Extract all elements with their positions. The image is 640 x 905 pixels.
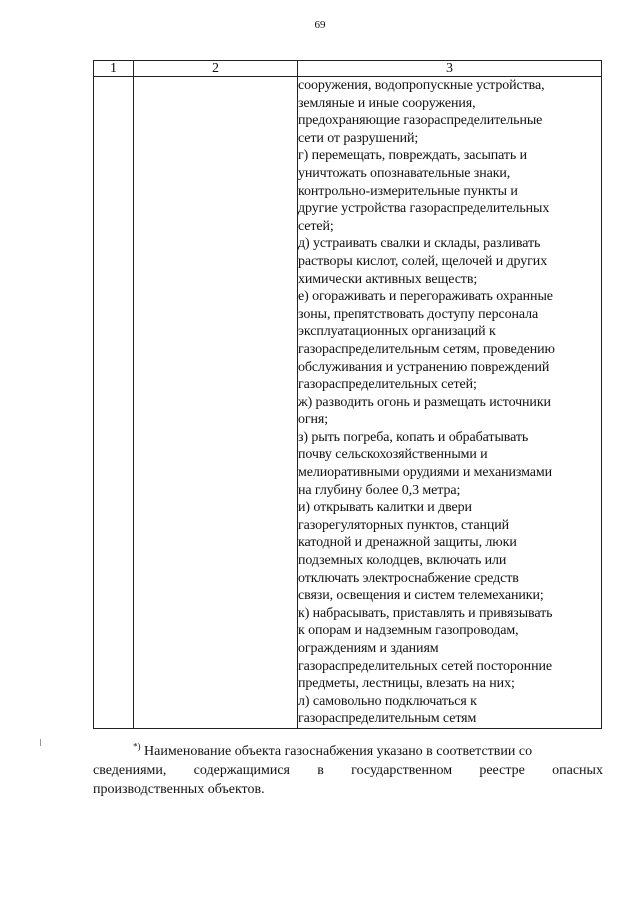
footnote-word: содержащимися: [193, 763, 290, 778]
text-line: другие устройства газораспределительных: [298, 201, 550, 217]
text-line: г) перемещать, повреждать, засыпать и: [298, 148, 528, 164]
text-line: катодной и дренажной защиты, люки: [298, 535, 517, 551]
text-line: контрольно-измерительные пункты и: [298, 183, 518, 199]
table-cell-col3: [298, 77, 602, 729]
text-line: уничтожать опознавательные знаки,: [298, 165, 511, 181]
text-line: отключать электроснабжение средств: [298, 570, 519, 586]
footnote-line-1: [93, 742, 603, 761]
footnote-text-1: Наименование объекта газоснабжения указано в соответствии со: [144, 744, 533, 759]
text-line: обслуживания и устранению повреждений: [298, 359, 550, 375]
footnote-word: государственном: [351, 763, 453, 778]
column-header-1: 1: [94, 61, 134, 77]
footnote-word: опасных: [552, 763, 603, 778]
text-line: земляные и иные сооружения,: [298, 95, 476, 111]
text-line: огня;: [298, 412, 329, 428]
text-line: мелиоративными орудиями и механизмами: [298, 465, 553, 481]
text-line: сети от разрушений;: [298, 130, 419, 146]
text-line: з) рыть погреба, копать и обрабатывать: [298, 429, 529, 445]
text-line: почву сельскохозяйственными и: [298, 447, 488, 463]
table-header-row: [94, 61, 602, 77]
text-line: химически активных веществ;: [298, 271, 478, 287]
text-line: газораспределительных сетей посторонние: [298, 658, 552, 674]
text-line: на глубину более 0,3 метра;: [298, 482, 461, 498]
column-header-3: 3: [298, 61, 602, 77]
footnote-word: реестре: [479, 763, 525, 778]
footnote-line-3: производственных объектов.: [93, 782, 265, 797]
page-number: 69: [314, 19, 326, 31]
table-cell-col1: [94, 77, 134, 729]
text-line: подземных колодцев, включать или: [298, 553, 507, 569]
table-cell-col2: [134, 77, 298, 729]
text-line: и) открывать калитки и двери: [298, 500, 472, 516]
document-table: [93, 60, 602, 729]
text-line: л) самовольно подключаться к: [298, 693, 477, 709]
text-line: сооружения, водопропускные устройства,: [298, 78, 545, 93]
text-line: к опорам и надземным газопроводам,: [298, 623, 519, 639]
text-line: к) набрасывать, приставлять и привязывать: [298, 605, 553, 621]
text-line: предметы, лестницы, влезать на них;: [298, 676, 515, 692]
footnote: [93, 742, 603, 799]
table-row: [94, 77, 602, 729]
text-line: эксплуатационных организаций к: [298, 324, 496, 340]
text-line: растворы кислот, солей, щелочей и других: [298, 253, 548, 269]
text-line: зоны, препятствовать доступу персонала: [298, 306, 539, 322]
column-header-2: 2: [134, 61, 298, 77]
text-line: предохраняющие газораспределительные: [298, 113, 543, 129]
text-line: сетей;: [298, 218, 334, 234]
footnote-marker: *): [133, 741, 141, 752]
footnote-line-2: [93, 761, 603, 780]
text-line: е) огораживать и перегораживать охранные: [298, 289, 553, 305]
footnote-word: в: [317, 763, 324, 778]
text-line: ж) разводить огонь и размещать источники: [298, 394, 551, 410]
text-line: газорегуляторных пунктов, станций: [298, 517, 510, 533]
text-line: газораспределительным сетям: [298, 711, 477, 727]
text-line: газораспределительных сетей;: [298, 377, 477, 393]
text-line: газораспределительным сетям, проведению: [298, 341, 555, 357]
text-line: связи, освещения и систем телемеханики;: [298, 588, 544, 604]
text-line: д) устраивать свалки и склады, разливать: [298, 236, 541, 252]
text-line: ограждениям и зданиям: [298, 641, 439, 656]
margin-mark: [40, 739, 41, 746]
footnote-word: сведениями,: [93, 763, 167, 778]
